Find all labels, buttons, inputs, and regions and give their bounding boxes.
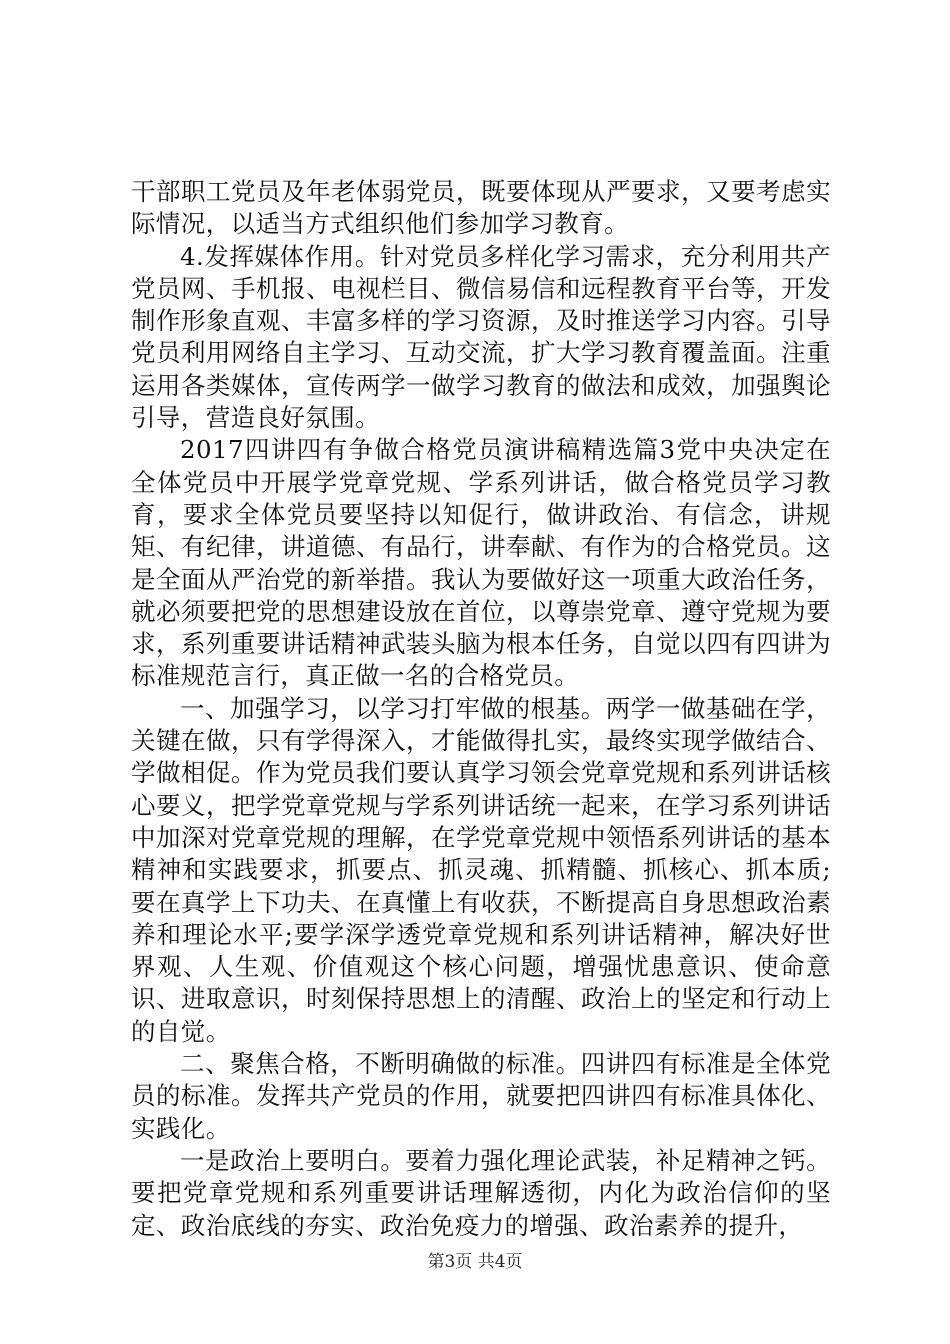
paragraph-political-clarity: 一是政治上要明白。要着力强化理论武装，补足精神之钙。要把党章党规和系列重要讲话理解透彻，内化为政治信仰的坚定、政治底线的夯实、政治免疫力的增强、政治素养的提升， [131,1145,831,1240]
page-number-footer: 第3页 共4页 [427,1252,523,1272]
paragraph-focus-qualified: 二、聚焦合格，不断明确做的标准。四讲四有标准是全体党员的标准。发挥共产党员的作用，就要把四讲四有标准具体化、实践化。 [131,1049,831,1143]
paragraph-media-role: 4.发挥媒体作用。针对党员多样化学习需求，充分利用共产党员网、手机报、电视栏目、微信易信和远程教育平台等，开发制作形象直观、丰富多样的学习资源，及时推送学习内容。引导党员利用网络自主学习、互动交流，扩大学习教育覆盖面。注重运用各类媒体，宣传两学一做学习教育的做法和成效，加强舆论引导，营造良好氛围。 [131,241,831,433]
paragraph-speech-intro: 2017四讲四有争做合格党员演讲稿精选篇3党中央决定在全体党员中开展学党章党规、学系列讲话，做合格党员学习教育，要求全体党员要坚持以知促行，做讲政治、有信念，讲规矩、有纪律，讲道德、有品行，讲奉献、有作为的合格党员。这是全面从严治党的新举措。我认为要做好这一项重大政治任务，就必须要把党的思想建设放在首位，以尊崇党章、遵守党规为要求，系列重要讲话精神武装头脑为根本任务，自觉以四有四讲为标准规范言行，真正做一名的合格党员。 [131,435,831,691]
paragraph-strengthen-study: 一、加强学习，以学习打牢做的根基。两学一做基础在学，关键在做，只有学得深入，才能做得扎实，最终实现学做结合、学做相促。作为党员我们要认真学习领会党章党规和系列讲话核心要义，把学党章党规与学系列讲话统一起来，在学习系列讲话中加深对党章党规的理解，在学党章党规中领悟系列讲话的基本精神和实践要求，抓要点、抓灵魂、抓精髓、抓核心、抓本质;要在真学上下功夫、在真懂上有收获，不断提高自身思想政治素养和理论水平;要学深学透党章党规和系列讲话精神，解决好世界观、人生观、价值观这个核心问题，增强忧患意识、使命意识、进取意识，时刻保持思想上的清醒、政治上的坚定和行动上的自觉。 [131,693,831,1046]
document-body [131,176,831,1242]
paragraph-continuation: 干部职工党员及年老体弱党员，既要体现从严要求，又要考虑实际情况，以适当方式组织他们参加学习教育。 [131,177,831,239]
